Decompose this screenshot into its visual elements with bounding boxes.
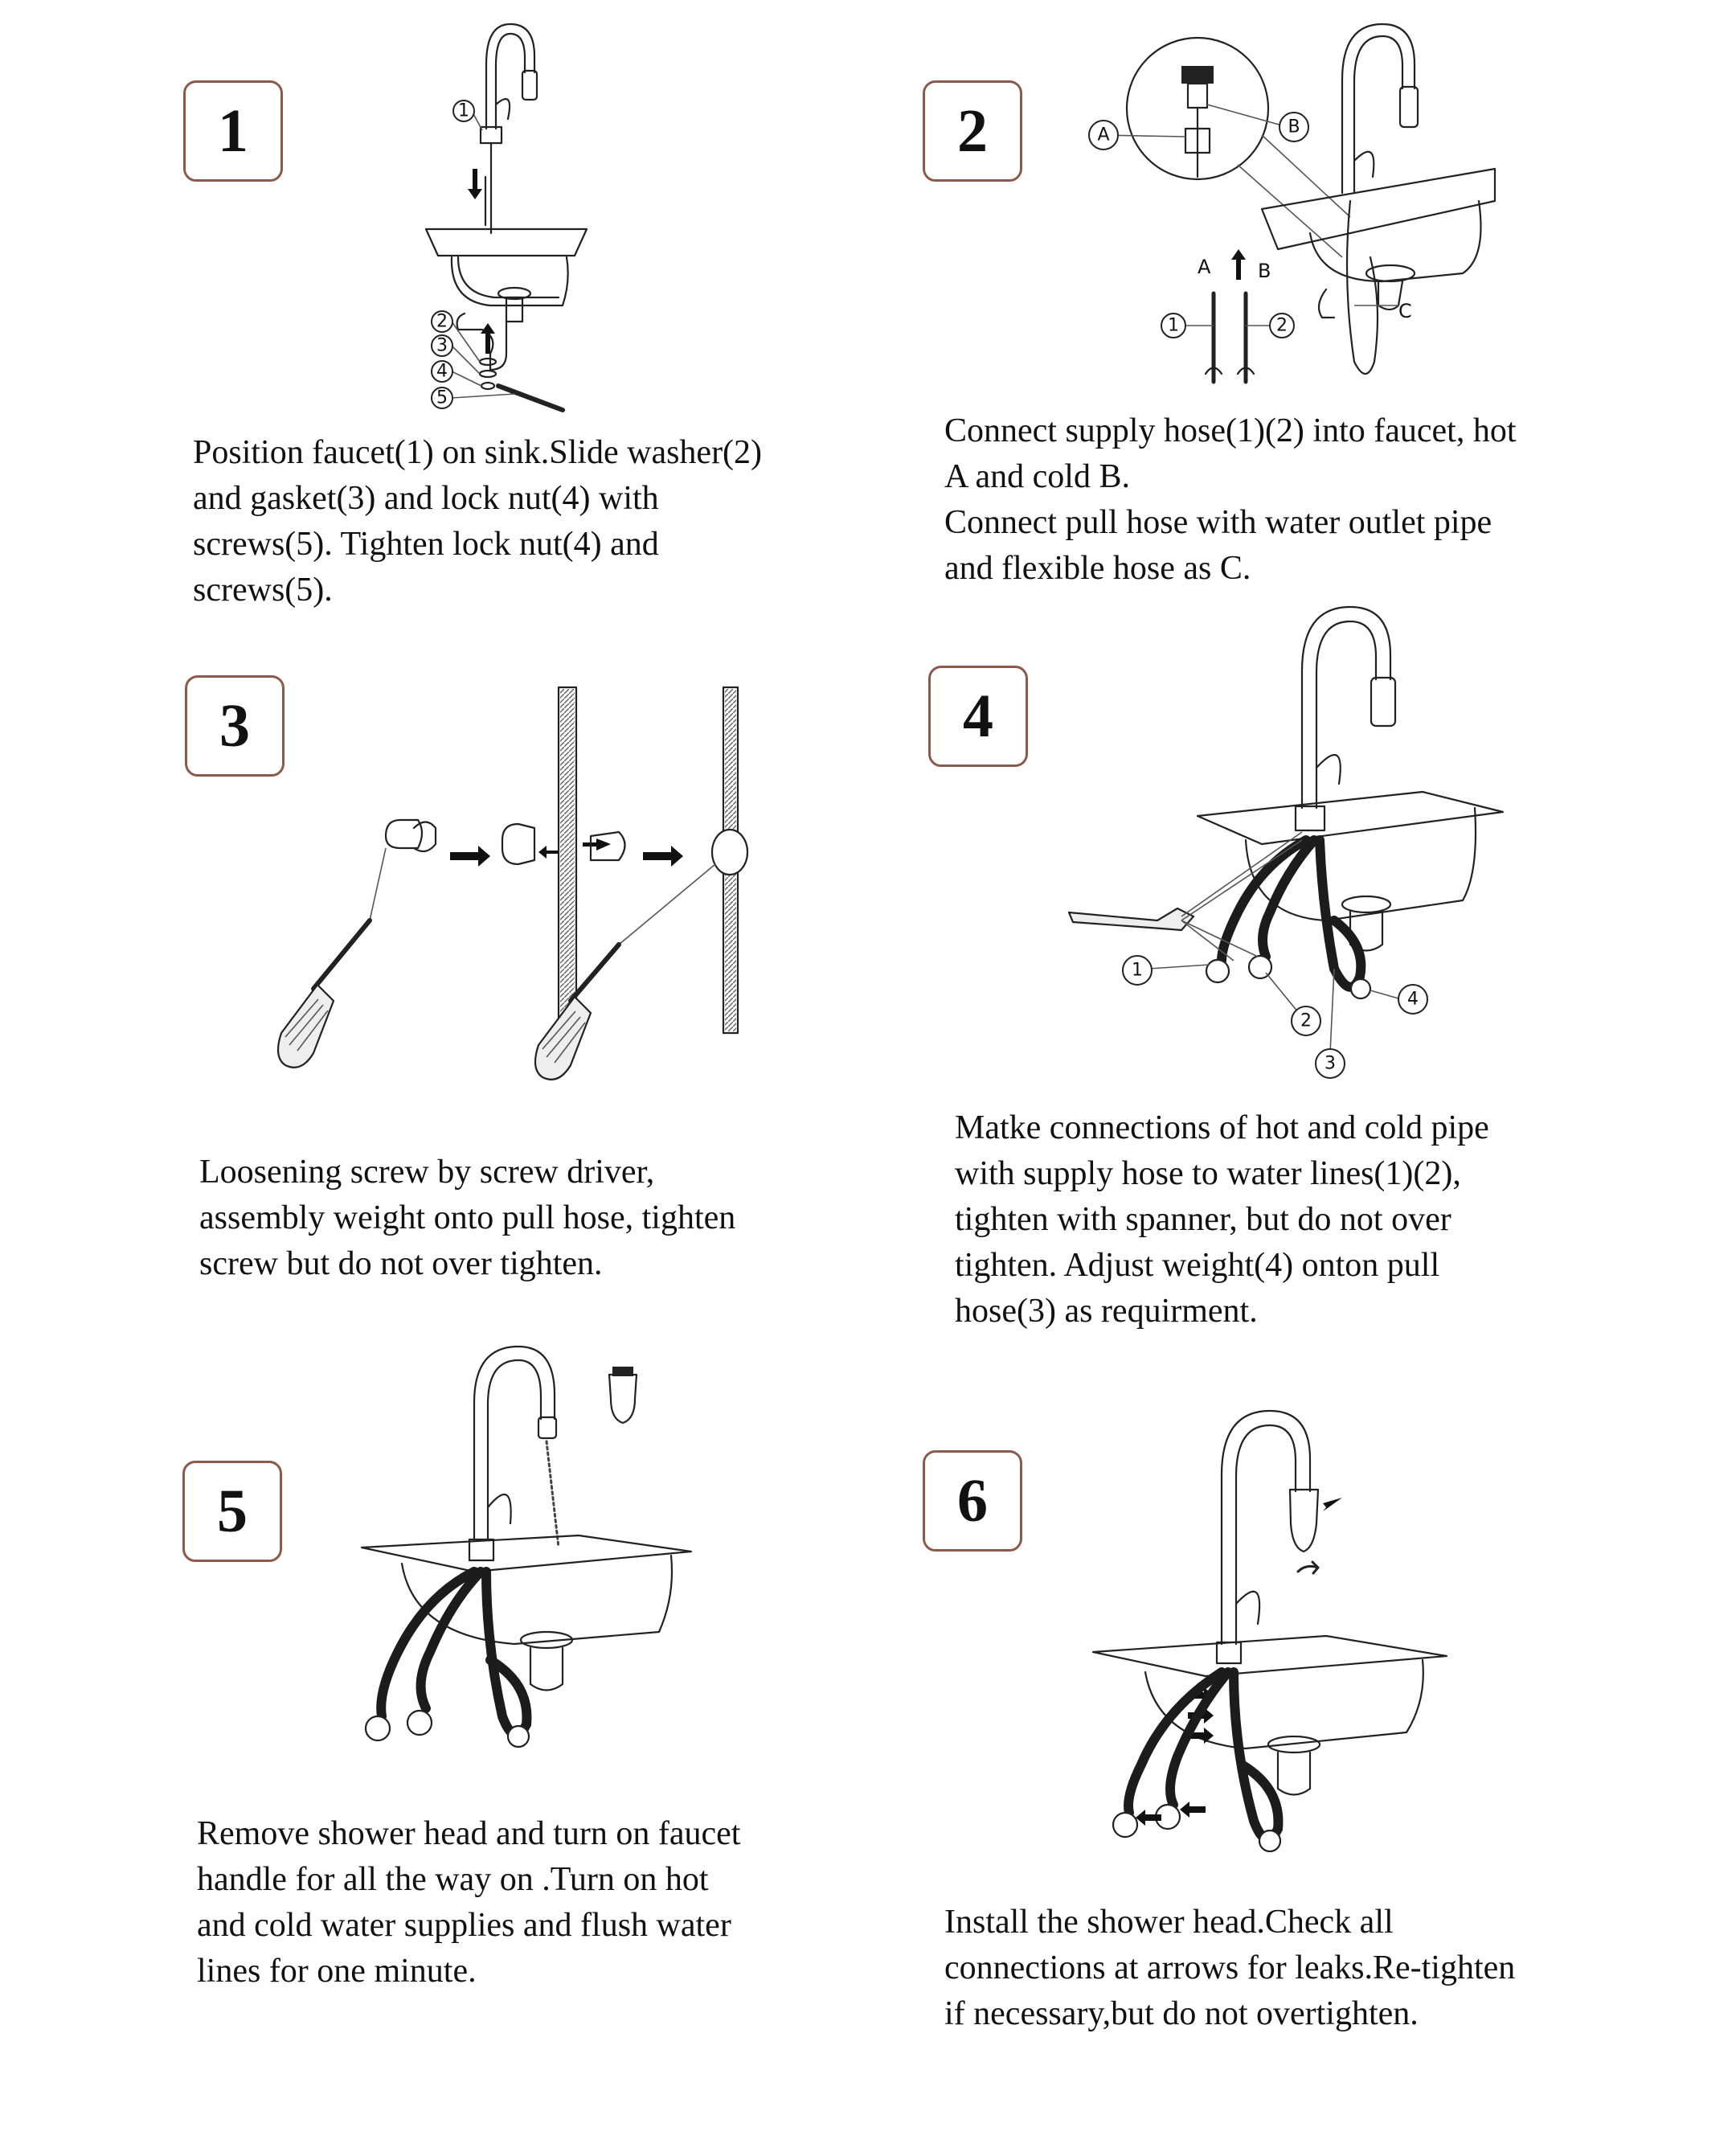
callout-4 xyxy=(1370,985,1427,1014)
step-number: 5 xyxy=(217,1478,248,1545)
callout-2 xyxy=(1246,314,1294,338)
callout-b xyxy=(1207,105,1308,141)
flush-water-lines-illustration xyxy=(354,1338,699,1781)
step-badge xyxy=(923,80,1022,182)
callout-2 xyxy=(1266,973,1320,1035)
step-instructions: Position faucet(1) on sink.Slide washer(2) and gasket(3) and lock nut(4) with screws(5). Tighten lock nut(4) and screws(5). xyxy=(193,434,763,609)
step-number: 1 xyxy=(218,97,248,165)
step-badge xyxy=(182,1461,282,1562)
svg-text:5: 5 xyxy=(436,387,448,408)
svg-text:2: 2 xyxy=(436,311,448,332)
step-instructions: Matke connections of hot and cold pipe with supply hose to water lines(1)(2), tighten with spanner, but do not over tighten. Adjust weight(4) onton pull hose(3) as requirment. xyxy=(955,1109,1489,1330)
step-number: 3 xyxy=(219,692,250,760)
label-a: A xyxy=(1198,256,1211,278)
label-b: B xyxy=(1258,260,1271,282)
callout-1 xyxy=(1161,314,1214,338)
svg-text:1: 1 xyxy=(1132,960,1143,981)
water-line-connection-illustration xyxy=(1061,599,1527,1081)
svg-text:2: 2 xyxy=(1276,315,1288,336)
svg-text:A: A xyxy=(1097,125,1110,146)
leak-check-illustration xyxy=(1085,1403,1455,1885)
callout-1 xyxy=(453,100,482,130)
svg-text:4: 4 xyxy=(1407,989,1419,1010)
svg-text:2: 2 xyxy=(1300,1011,1312,1031)
label-c: C xyxy=(1398,300,1412,322)
step-badge xyxy=(928,666,1028,767)
step-badge xyxy=(923,1450,1022,1552)
svg-text:3: 3 xyxy=(436,335,448,356)
step-number: 6 xyxy=(957,1467,988,1535)
callout-4 xyxy=(432,361,481,386)
step-instructions: Loosening screw by screw driver, assembly weight onto pull hose, tighten screw but do not over tighten. xyxy=(199,1154,736,1282)
svg-text:B: B xyxy=(1288,117,1300,137)
svg-text:3: 3 xyxy=(1325,1053,1336,1074)
step-badge xyxy=(183,80,283,182)
supply-hose-illustration xyxy=(1077,16,1511,402)
step-instructions: Remove shower head and turn on faucet handle for all the way on .Turn on hot and cold water supplies and flush water lines for one minute. xyxy=(197,1815,741,1990)
svg-text:1: 1 xyxy=(1168,315,1179,336)
step-number: 2 xyxy=(957,97,988,165)
step-number: 4 xyxy=(963,683,993,750)
faucet-mounting-illustration xyxy=(402,16,611,418)
step-instructions: Install the shower head.Check all connections at arrows for leaks.Re-tighten if necessary,but do not overtighten. xyxy=(944,1904,1516,2032)
svg-text:1: 1 xyxy=(458,100,469,121)
step-instructions: Connect supply hose(1)(2) into faucet, hot A and cold B. Connect pull hose with water outlet pipe and flexible hose as C. xyxy=(944,412,1517,587)
callout-5 xyxy=(432,387,514,408)
svg-text:4: 4 xyxy=(436,361,448,382)
callout-1 xyxy=(1123,956,1210,985)
weight-assembly-illustration xyxy=(265,679,780,1089)
